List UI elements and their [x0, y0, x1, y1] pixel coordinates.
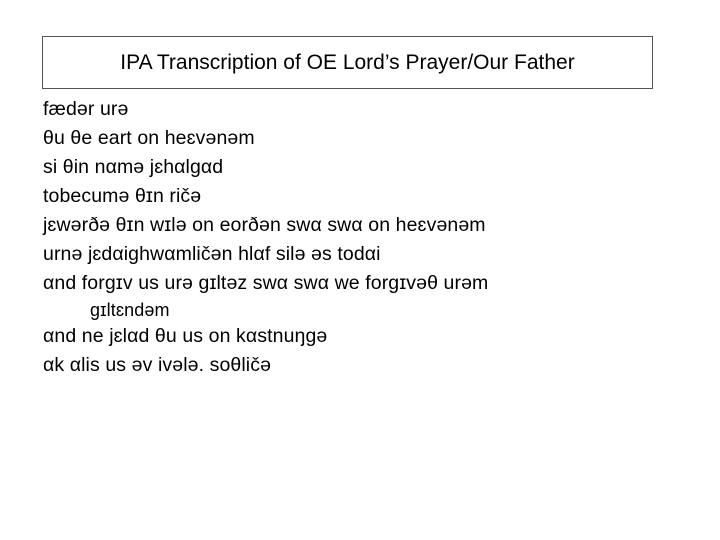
transcription-line: tobecumə θɪn ričə — [43, 185, 202, 207]
slide-title: IPA Transcription of OE Lord’s Prayer/Our Father — [120, 51, 575, 74]
transcription-line-continuation: gɪltɛndəm — [90, 300, 170, 320]
transcription-line: si θin nαmə jɛhαlgαd — [43, 156, 224, 178]
transcription-body — [43, 95, 703, 380]
transcription-line: θu θe eart on heɛvənəm — [43, 127, 255, 149]
transcription-line: fædər urə — [43, 98, 129, 120]
transcription-line: αk αlis us əv ivələ. soθličə — [43, 354, 272, 376]
transcription-line: urnə jɛdαighwαmličən hlαf silə əs todαi — [43, 243, 381, 265]
title-box — [42, 36, 653, 89]
transcription-line: αnd ne jɛlαd θu us on kαstnuŋgə — [43, 325, 328, 347]
transcription-line: jɛwərðə θɪn wɪlə on eorðən swα swα on heɛvənəm — [43, 214, 486, 236]
transcription-line: αnd forgɪv us urə gɪltəz swα swα we forgɪvəθ urəm — [43, 272, 489, 294]
